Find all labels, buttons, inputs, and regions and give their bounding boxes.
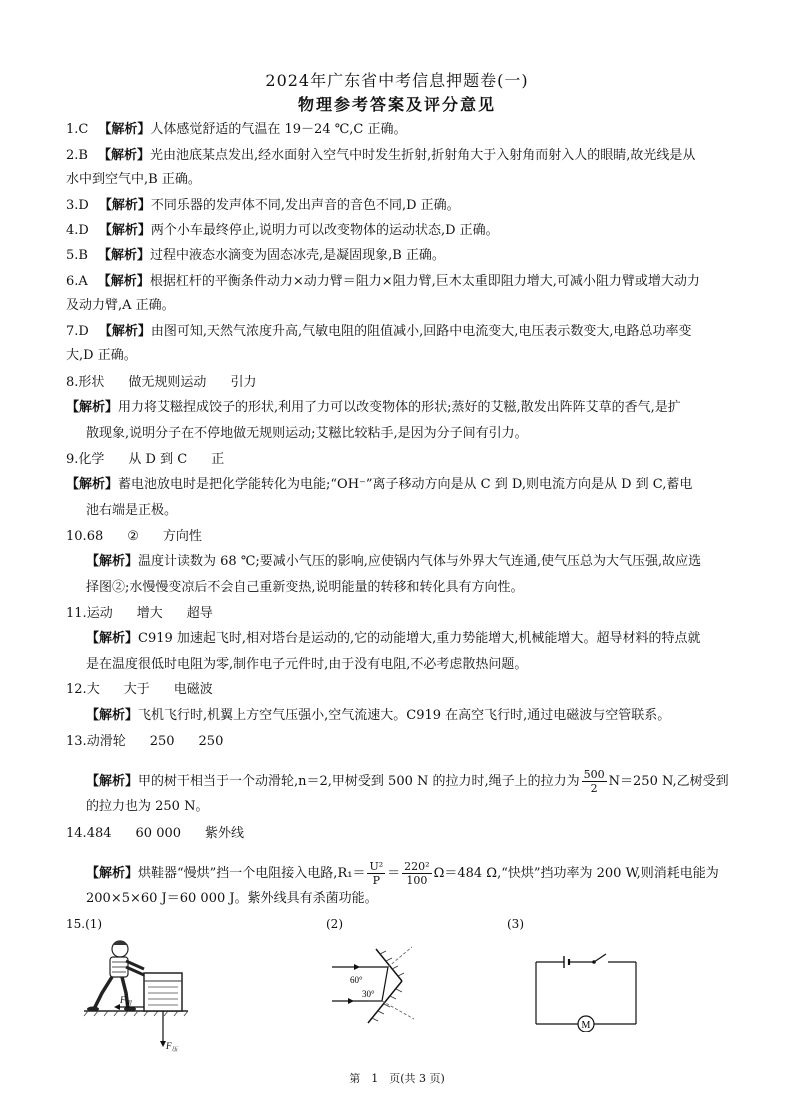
figure-reflection xyxy=(326,945,426,1027)
motor-label: M xyxy=(581,1020,591,1031)
reflected-ray xyxy=(382,967,388,1001)
answer-15-part2-label: (2) xyxy=(326,917,343,931)
normal-2 xyxy=(382,1001,414,1019)
answer-9-analysis: 【解析】蓄电池放电时是把化学能转化为电能;“OH⁻”离子移动方向是从 C 到 D,则电流方向是从 D 到 C,蓄电 xyxy=(66,477,693,492)
answer-14-cont: 200×5×60 J＝60 000 J。紫外线具有杀菌功能。 xyxy=(86,891,378,906)
fraction-500-2: $\frac{500}{2}$ xyxy=(583,768,605,795)
answer-5: 5.B 【解析】过程中液态水滴变为固态冰壳,是凝固现象,B 正确。 xyxy=(66,248,445,263)
answer-15-part3-label: (3) xyxy=(507,917,524,931)
answer-8-analysis: 【解析】用力将艾糍捏成饺子的形状,利用了力可以改变物体的形状;蒸好的艾糍,散发出阵阵艾草的香气,是扩 xyxy=(66,400,681,415)
answer-7-cont: 大,D 正确。 xyxy=(66,348,137,363)
page-footer: 第 1 页(共 3 页) xyxy=(349,1072,445,1085)
box xyxy=(144,973,182,1011)
answer-13-cont: 的拉力也为 250 N。 xyxy=(86,799,209,814)
answer-1: 1.C 【解析】人体感觉舒适的气温在 19－24 ℃,C 正确。 xyxy=(66,122,407,137)
ray2-arrow xyxy=(348,998,354,1004)
answer-14: 14.484 60 000 紫外线 xyxy=(66,826,245,841)
answer-4: 4.D 【解析】两个小车最终停止,说明力可以改变物体的运动状态,D 正确。 xyxy=(66,223,499,238)
answer-3: 3.D 【解析】不同乐器的发声体不同,发出声音的音色不同,D 正确。 xyxy=(66,198,460,213)
ray1-arrow xyxy=(354,964,360,970)
answer-6-cont: 及动力臂,A 正确。 xyxy=(66,298,175,313)
angle-60-label: 60° xyxy=(350,975,363,985)
pressure-label: $F_压$ xyxy=(166,1041,178,1053)
answer-13-analysis: 【解析】甲的树干相当于一个动滑轮,n＝2,甲树受到 500 N 的拉力时,绳子上的拉力为 $\frac{500}{2}$ N＝250 N,乙树受到 xyxy=(86,768,729,795)
answer-12-analysis: 【解析】飞机飞行时,机翼上方空气压强小,空气流速大。C919 在高空飞行时,通过电磁波与空管联系。 xyxy=(86,708,671,723)
person xyxy=(87,941,144,1012)
answer-9: 9.化学 从 D 到 C 正 xyxy=(66,452,225,467)
page-subtitle: 物理参考答案及评分意见 xyxy=(297,95,496,114)
answer-10-cont: 择图②;水慢慢变凉后不会自己重新变热,说明能量的转移和转化具有方向性。 xyxy=(86,580,524,595)
answer-2-cont: 水中到空气中,B 正确。 xyxy=(66,172,201,187)
fraction-u2-p: $\frac{\text{U²}}{P}$ xyxy=(369,860,384,887)
answer-8-cont: 散现象,说明分子在不停地做无规则运动;艾糍比较粘手,是因为分子间有引力。 xyxy=(86,426,528,441)
answer-6: 6.A 【解析】根据杠杆的平衡条件动力×动力臂＝阻力×阻力臂,巨木太重即阻力增大,可减小阻力臂或增大动力 xyxy=(66,274,700,289)
figure-circuit xyxy=(530,948,642,1032)
figure-push-box xyxy=(82,937,192,1055)
answer-8: 8.形状 做无规则运动 引力 xyxy=(66,375,257,390)
answer-11-cont: 是在温度很低时电阻为零,制作电子元件时,由于没有电阻,不必考虑散热问题。 xyxy=(86,657,528,672)
answer-9-cont: 池右端是正极。 xyxy=(86,503,178,518)
answer-10-analysis: 【解析】温度计读数为 68 ℃;要减小气压的影响,应使锅内气体与外界大气连通,使气压总为大气压强,故应选 xyxy=(86,554,702,569)
answer-7: 7.D 【解析】由图可知,天然气浓度升高,气敏电阻的阻值减小,回路中电流变大,电压表示数变大,电路总功率变 xyxy=(66,324,692,339)
angle-30-label: 30° xyxy=(362,989,375,999)
mirror-hatch xyxy=(372,951,404,1021)
answer-11-analysis: 【解析】C919 加速起飞时,相对塔台是运动的,它的动能增大,重力势能增大,机械能增大。超导材料的特点就 xyxy=(86,631,701,646)
switch-blade xyxy=(594,954,606,962)
answer-13: 13.动滑轮 250 250 xyxy=(66,734,224,749)
answer-12: 12.大 大于 电磁波 xyxy=(66,682,213,697)
fraction-220sq-100: $\frac{\text{220²}}{100}$ xyxy=(404,860,430,887)
page-title: 2024年广东省中考信息押题卷(一) xyxy=(265,71,529,90)
friction-label: $F_阻$ xyxy=(120,995,132,1007)
answer-15-label: 15.(1) xyxy=(66,917,103,931)
answer-10: 10.68 ② 方向性 xyxy=(66,529,202,544)
normal-1 xyxy=(388,947,412,967)
answer-14-analysis: 【解析】烘鞋器“慢烘”挡一个电阻接入电路,R₁＝ $\frac{\text{U²}}{P}$ ＝ $\frac{\text{220²}}{100}$ Ω＝484 Ω,“快烘”挡功率为 200 W,则消耗电能为 xyxy=(86,860,719,887)
answer-2: 2.B 【解析】光由池底某点发出,经水面射入空气中时发生折射,折射角大于入射角而射入人的眼睛,故光线是从 xyxy=(66,148,696,163)
answer-11: 11.运动 增大 超导 xyxy=(66,606,213,621)
